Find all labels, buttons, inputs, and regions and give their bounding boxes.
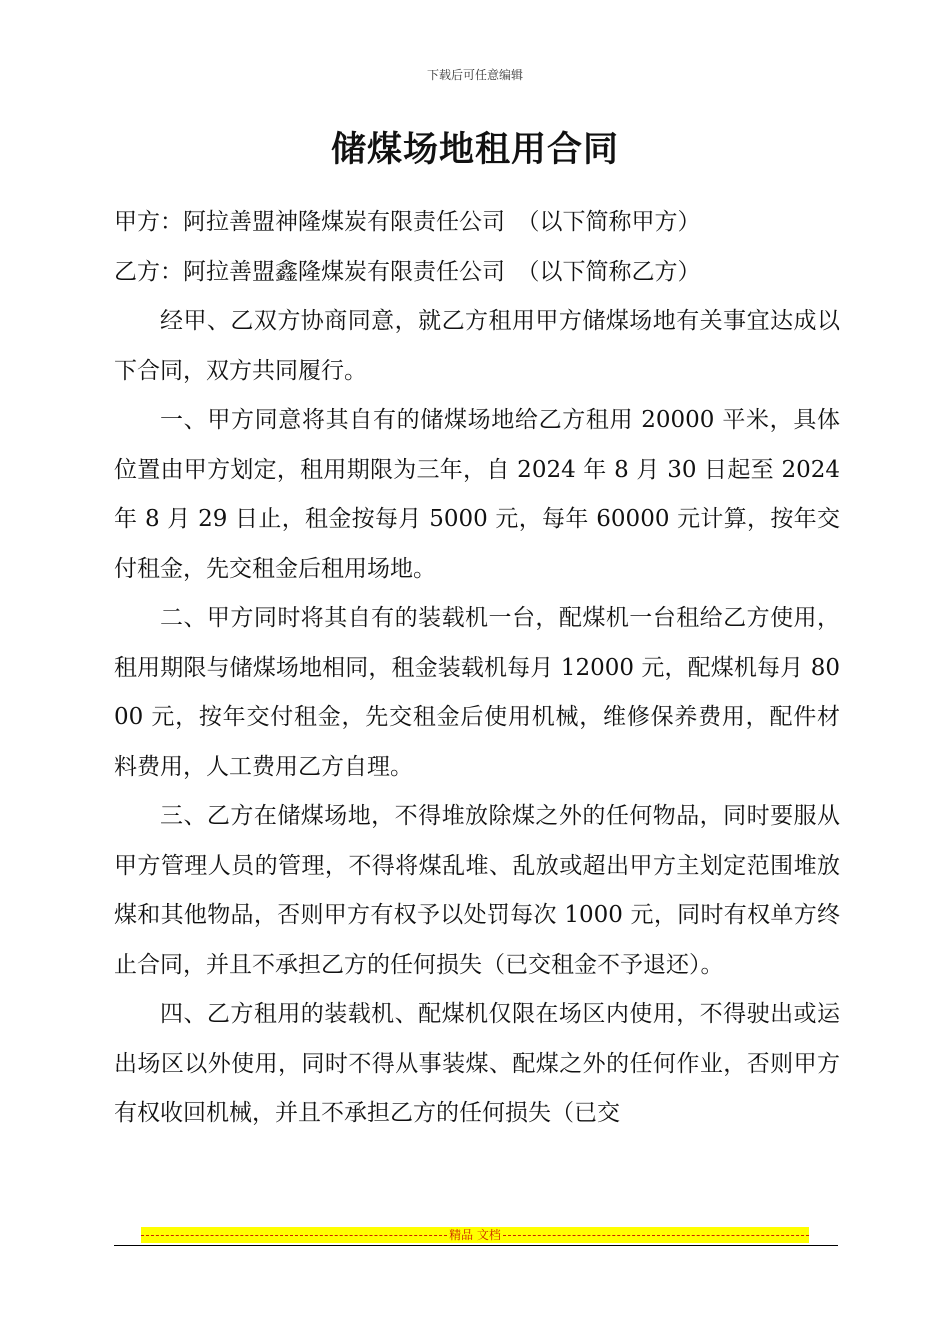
party-a-line: 甲方：阿拉善盟神隆煤炭有限责任公司 （以下简称甲方）: [114, 209, 701, 235]
document-title: 储煤场地租用合同: [330, 130, 619, 170]
footer-divider: [114, 1245, 838, 1246]
footer-dash-left: [141, 1235, 447, 1236]
clause-2-paragraph: 二、甲方同时将其自有的装载机一台，配煤机一台租给乙方使用，租用期限与储煤场地相同，租金装载机每月 12000 元，配煤机每月 8000 元，按年交付租金，先交租金后使用机械，维修保养费用，配件材料费用，人工费用乙方自理。: [114, 605, 840, 780]
intro-paragraph: 经甲、乙双方协商同意，就乙方租用甲方储煤场地有关事宜达成以下合同，双方共同履行。: [114, 308, 840, 384]
party-b-line: 乙方：阿拉善盟鑫隆煤炭有限责任公司 （以下简称乙方）: [114, 258, 701, 285]
clause-1-paragraph: 一、甲方同意将其自有的储煤场地给乙方租用 20000 平米，具体位置由甲方划定，租用期限为三年，自 2024 年 8 月 30 日起至 2024 年 8 月 29 日止，租金按每月 5000 元，每年 60000 元计算，按年交付租金，先交租金后租用场地。: [114, 407, 840, 582]
clause-3-paragraph: 三、乙方在储煤场地，不得堆放除煤之外的任何物品，同时要服从甲方管理人员的管理，不得将煤乱堆、乱放或超出甲方主划定范围堆放煤和其他物品，否则甲方有权予以处罚每次 1000 元，同时有权单方终止合同，并且不承担乙方的任何损失（已交租金不予退还）。: [114, 803, 840, 978]
footer-label: 精品 文档: [449, 1228, 501, 1242]
header-note: 下载后可任意编辑: [426, 68, 523, 82]
document-body: [114, 198, 840, 1139]
footer-banner: [141, 1227, 809, 1243]
clause-4-paragraph: 四、乙方租用的装载机、配煤机仅限在场区内使用，不得驶出或运出场区以外使用，同时不得从事装煤、配煤之外的任何作业，否则甲方有权收回机械，并且不承担乙方的任何损失（已交: [114, 1001, 840, 1126]
footer-dash-right: [503, 1235, 809, 1236]
